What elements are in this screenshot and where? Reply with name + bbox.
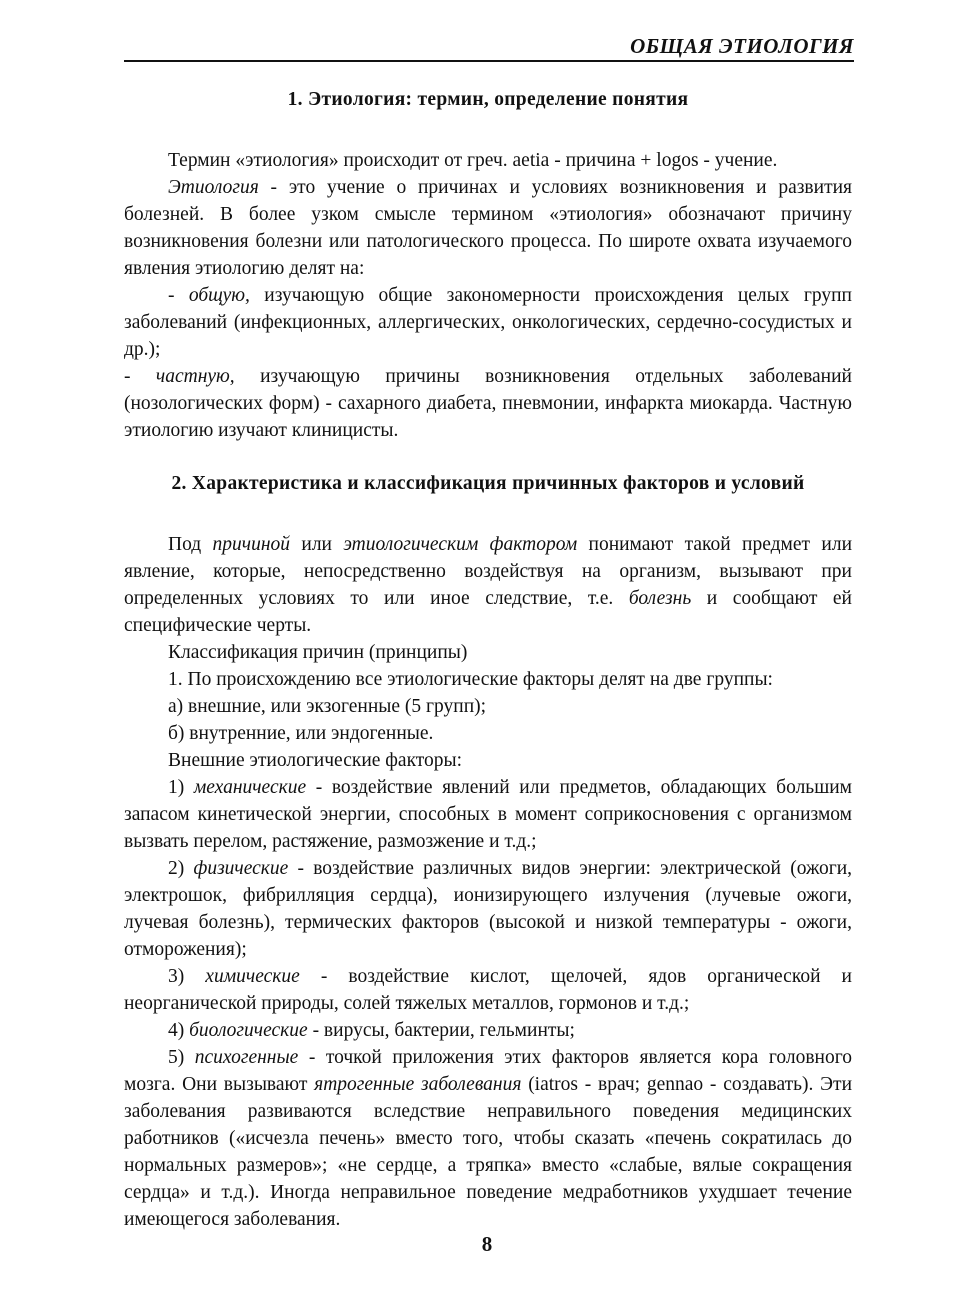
text: или [290, 534, 344, 555]
term-mechanical: механические [193, 777, 307, 798]
term-particular: - частную, [124, 366, 235, 387]
text: Термин «этиология» происходит от греч. aetia - причина + logos - учение. [168, 150, 778, 171]
text: 2) [168, 858, 194, 879]
term-disease: болезнь [628, 588, 692, 609]
paragraph-general [124, 282, 852, 363]
page-body [124, 86, 852, 1233]
text: - воздействие кислот, щелочей, ядов органической и неорганической природы, солей тяжелых металлов, гормонов и т.д.; [124, 966, 852, 1014]
section-1-heading: 1. Этиология: термин, определение понятия [287, 89, 689, 110]
text: 1) [168, 777, 194, 798]
paragraph-group-b: б) внутренние, или эндогенные. [168, 723, 434, 744]
text: 4) [168, 1020, 190, 1041]
text: - воздействие явлений или предметов, обладающих большим запасом кинетической энергии, способных в момент соприкосновения с организмом вызвать перелом, растяжение, размозжение и т.д.; [124, 777, 852, 852]
paragraph-cause [124, 531, 852, 639]
text: - вирусы, бактерии, гельминты; [307, 1020, 575, 1041]
paragraph-particular [124, 363, 852, 444]
term-etiology: Этиология [168, 177, 259, 198]
factor-mechanical [124, 774, 852, 855]
running-head: ОБЩАЯ ЭТИОЛОГИЯ [630, 34, 854, 58]
paragraph-external: Внешние этиологические факторы: [168, 750, 463, 771]
text: понимают такой предмет или явление, которые, непосредственно воздействуя на организм, вызывают при определенных условиях то или иное следствие, т.е. [124, 534, 853, 609]
text: - точкой приложения этих факторов является кора головного мозга. Они вызывают [124, 1047, 852, 1095]
text: (iatros - врач; gennao - создавать). Эти заболевания развиваются вследствие неправильного поведения медицинских работников («исчезла печень» вместо того, чтобы сказать «печень сократилась до нормальных размеров»; «не сердце, а тряпка» вместо «слабые, вялые сокращения сердца» и т.д.). Иногда неправильное поведение медработников ухудшает течение имеющегося заболевания. [124, 1074, 853, 1230]
factor-chemical [124, 963, 852, 1017]
text: - воздействие различных видов энергии: электрической (ожоги, электрошок, фибрилляция сердца), ионизирующего излучения (лучевые ожоги, лучевая болезнь), термических факторов (высокой и низкой температуры - ожоги, отморожения); [124, 858, 852, 960]
term-biological: биологические [189, 1020, 308, 1041]
term-psychogenic: психогенные [194, 1047, 299, 1068]
text: 3) [168, 966, 206, 987]
text: изучающую общие закономерности происхождения целых групп заболеваний (инфекционных, аллергических, онкологических, сердечно-сосудистых и др.); [124, 285, 852, 360]
paragraph-term-origin [124, 147, 852, 174]
text: изучающую причины возникновения отдельных заболеваний (нозологических форм) - сахарного диабета, пневмонии, инфаркта миокарда. Частную этиологию изучают клиницисты. [124, 366, 852, 441]
term-physical: физические [193, 858, 289, 879]
section-2-heading: 2. Характеристика и классификация причинных факторов и условий [171, 473, 805, 494]
paragraph-classification: Классификация причин (принципы) [168, 642, 468, 663]
paragraph-definition [124, 174, 852, 282]
term-general: - общую, [168, 285, 250, 306]
text: - это учение о причинах и условиях возникновения и развития болезней. В более узком смысле термином «этиология» обозначают причину возникновения болезни или патологического процесса. По широте охвата изучаемого явления этиологию делят на: [124, 177, 852, 279]
term-chemical: химические [205, 966, 300, 987]
factor-physical [124, 855, 852, 963]
term-iatrogenic: ятрогенные заболевания [314, 1074, 522, 1095]
page-number: 8 [481, 1232, 493, 1256]
term-cause: причиной [212, 534, 291, 555]
term-etiological-factor: этиологическим фактором [343, 534, 578, 555]
text: 5) [168, 1047, 195, 1068]
header-rule [124, 60, 854, 62]
factor-biological [124, 1017, 852, 1044]
paragraph-origin: 1. По происхождению все этиологические факторы делят на две группы: [168, 669, 773, 690]
factor-psychogenic [124, 1044, 852, 1233]
text: и сообщают ей специфические черты. [124, 588, 852, 636]
paragraph-group-a: а) внешние, или экзогенные (5 групп); [168, 696, 487, 717]
text: Под [168, 534, 213, 555]
